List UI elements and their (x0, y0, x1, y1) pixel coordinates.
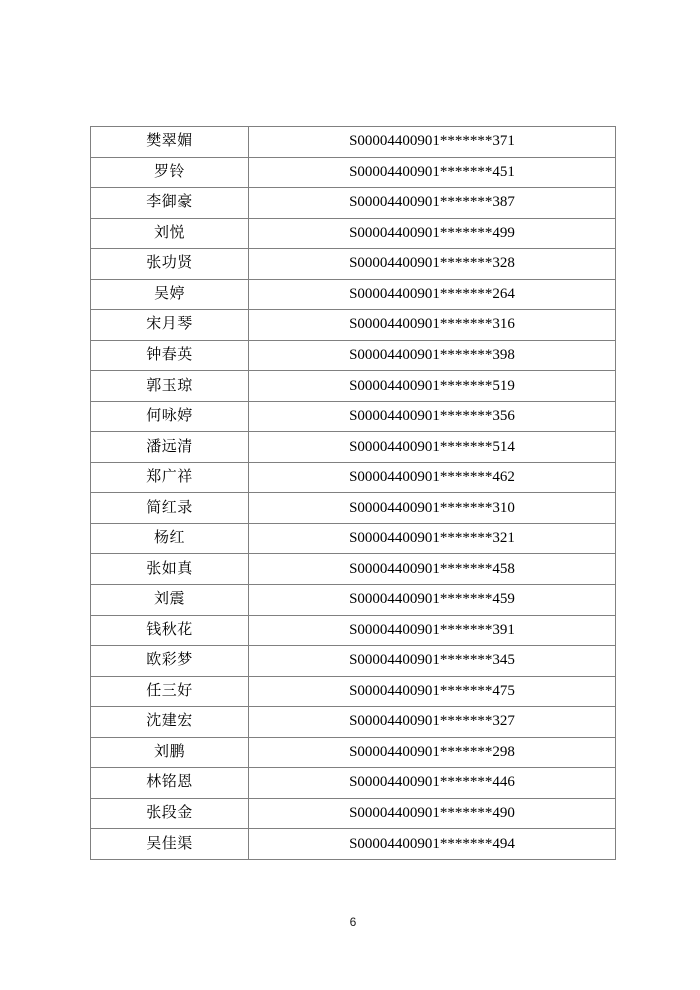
table-row (91, 615, 616, 646)
person-name: 刘震 (91, 584, 249, 615)
table-row (91, 798, 616, 829)
masked-id: S00004400901*******494 (249, 829, 616, 860)
table-row (91, 432, 616, 463)
person-name: 任三好 (91, 676, 249, 707)
masked-id: S00004400901*******298 (249, 737, 616, 768)
table-row (91, 554, 616, 585)
table-row (91, 584, 616, 615)
masked-id: S00004400901*******462 (249, 462, 616, 493)
person-name: 罗铃 (91, 157, 249, 188)
masked-id: S00004400901*******327 (249, 707, 616, 738)
masked-id: S00004400901*******459 (249, 584, 616, 615)
table-row (91, 249, 616, 280)
masked-id: S00004400901*******310 (249, 493, 616, 524)
page-number: 6 (349, 915, 357, 929)
masked-id: S00004400901*******446 (249, 768, 616, 799)
table-row (91, 157, 616, 188)
roster-table (90, 126, 616, 860)
person-name: 李御豪 (91, 188, 249, 219)
masked-id: S00004400901*******316 (249, 310, 616, 341)
masked-id: S00004400901*******398 (249, 340, 616, 371)
masked-id: S00004400901*******356 (249, 401, 616, 432)
table-row (91, 493, 616, 524)
table-row (91, 829, 616, 860)
person-name: 欧彩梦 (91, 646, 249, 677)
masked-id: S00004400901*******490 (249, 798, 616, 829)
person-name: 宋月琴 (91, 310, 249, 341)
person-name: 钟春英 (91, 340, 249, 371)
person-name: 简红录 (91, 493, 249, 524)
masked-id: S00004400901*******499 (249, 218, 616, 249)
person-name: 郑广祥 (91, 462, 249, 493)
masked-id: S00004400901*******391 (249, 615, 616, 646)
masked-id: S00004400901*******514 (249, 432, 616, 463)
person-name: 潘远清 (91, 432, 249, 463)
table-row (91, 462, 616, 493)
person-name: 刘鹏 (91, 737, 249, 768)
table-row (91, 401, 616, 432)
table-row (91, 646, 616, 677)
person-name: 张功贤 (91, 249, 249, 280)
masked-id: S00004400901*******519 (249, 371, 616, 402)
person-name: 林铭恩 (91, 768, 249, 799)
masked-id: S00004400901*******371 (249, 127, 616, 158)
person-name: 钱秋花 (91, 615, 249, 646)
person-name: 刘悦 (91, 218, 249, 249)
masked-id: S00004400901*******475 (249, 676, 616, 707)
table-row (91, 768, 616, 799)
masked-id: S00004400901*******451 (249, 157, 616, 188)
table-row (91, 188, 616, 219)
table-row (91, 707, 616, 738)
table-row (91, 218, 616, 249)
table-row (91, 279, 616, 310)
masked-id: S00004400901*******387 (249, 188, 616, 219)
person-name: 吴婷 (91, 279, 249, 310)
person-name: 杨红 (91, 523, 249, 554)
masked-id: S00004400901*******345 (249, 646, 616, 677)
table-row (91, 371, 616, 402)
table-row (91, 676, 616, 707)
person-name: 张段金 (91, 798, 249, 829)
person-name: 郭玉琼 (91, 371, 249, 402)
masked-id: S00004400901*******264 (249, 279, 616, 310)
table-row (91, 127, 616, 158)
table-row (91, 340, 616, 371)
person-name: 沈建宏 (91, 707, 249, 738)
table-row (91, 310, 616, 341)
table-row (91, 523, 616, 554)
roster-body (91, 127, 616, 860)
table-row (91, 737, 616, 768)
person-name: 张如真 (91, 554, 249, 585)
person-name: 樊翠媚 (91, 127, 249, 158)
masked-id: S00004400901*******321 (249, 523, 616, 554)
person-name: 何咏婷 (91, 401, 249, 432)
masked-id: S00004400901*******328 (249, 249, 616, 280)
masked-id: S00004400901*******458 (249, 554, 616, 585)
person-name: 吴佳渠 (91, 829, 249, 860)
